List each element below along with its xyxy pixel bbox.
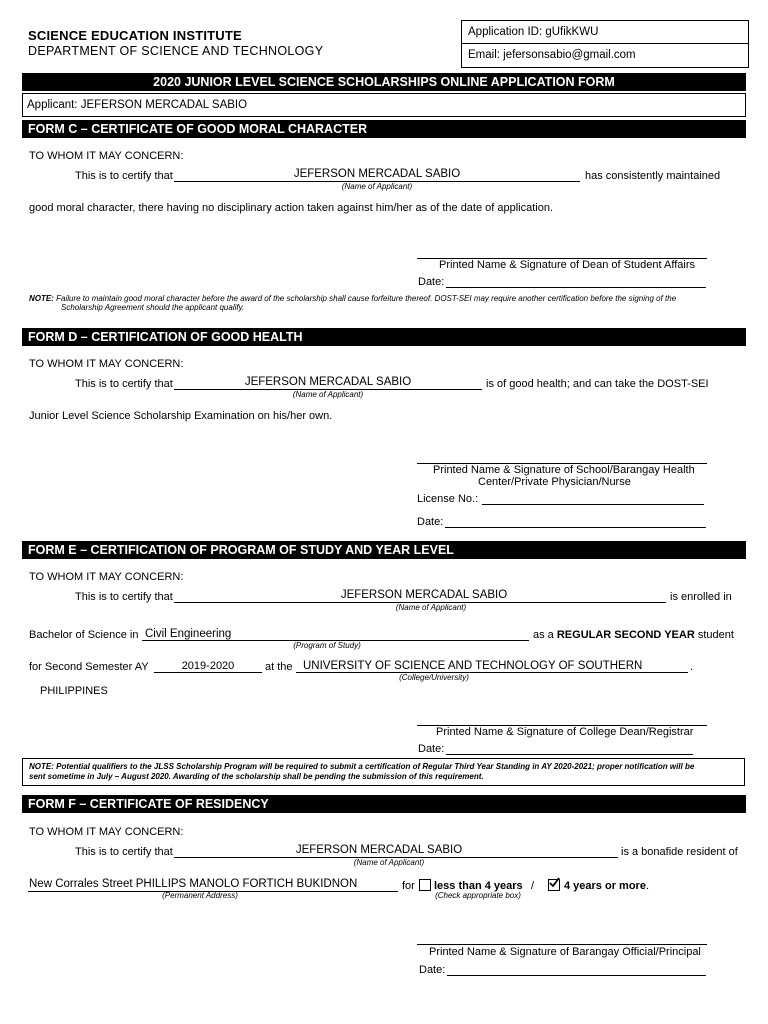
option-4-years-or-more-checkbox[interactable] — [548, 879, 560, 891]
form-d-signatory2: Center/Private Physician/Nurse — [478, 476, 631, 488]
form-c-note-line1: Failure to maintain good moral character before the award of the scholarship shall cause forfeiture thereof. DOST-SEI may require another certification before the signing of the — [56, 294, 677, 303]
form-c-note-line2: Scholarship Agreement should the applicant qualify. — [61, 303, 245, 312]
form-f-applicant-name: JEFERSON MERCADAL SABIO — [295, 844, 463, 856]
form-f-address: New Corrales Street PHILLIPS MANOLO FORTICH BUKIDNON — [29, 878, 358, 890]
application-info-box — [461, 20, 749, 68]
form-c-date-line — [446, 275, 706, 288]
form-e-applicant-name: JEFERSON MERCADAL SABIO — [340, 589, 508, 601]
form-f-after-name: is a bonafide resident of — [621, 846, 738, 858]
form-f-signatory: Printed Name & Signature of Barangay Official/Principal — [429, 946, 701, 958]
form-f-salutation: TO WHOM IT MAY CONCERN: — [29, 826, 184, 838]
form-e-standing: REGULAR SECOND YEAR — [556, 629, 695, 641]
form-f-option2-label: 4 years or more — [564, 880, 646, 892]
form-e-semester-prefix: for Second Semester AY — [29, 661, 149, 673]
form-c-salutation: TO WHOM IT MAY CONCERN: — [29, 150, 184, 162]
form-e-date-line — [446, 742, 693, 755]
form-c-name-caption: (Name of Applicant) — [341, 182, 413, 191]
form-d-license-label: License No.: — [417, 493, 479, 505]
form-e-program-prefix: Bachelor of Science in — [29, 629, 139, 641]
form-c-line2: good moral character, there having no disciplinary action taken against him/her as of the date of application. — [29, 202, 554, 214]
form-c-after-name: has consistently maintained — [585, 170, 721, 182]
department-name: DEPARTMENT OF SCIENCE AND TECHNOLOGY — [28, 44, 324, 58]
form-f-option2: 4 years or more. — [564, 880, 649, 892]
form-e-student: student — [697, 629, 734, 641]
form-c-certify: This is to certify that — [75, 170, 173, 182]
form-e-salutation: TO WHOM IT MAY CONCERN: — [29, 571, 184, 583]
form-f-name-caption: (Name of Applicant) — [353, 858, 425, 867]
form-d-line2: Junior Level Science Scholarship Examination on his/her own. — [29, 410, 333, 422]
form-e-period: . — [690, 661, 694, 673]
form-c-signature-line — [417, 246, 707, 259]
form-c-date-label: Date: — [418, 276, 445, 288]
form-e-standing-text — [533, 629, 734, 641]
form-e-signature-line — [417, 713, 707, 726]
form-d-license-line — [482, 492, 704, 505]
form-e-college: UNIVERSITY OF SCIENCE AND TECHNOLOGY OF SOUTHERN — [303, 660, 643, 672]
form-e-date-label: Date: — [418, 743, 445, 755]
form-e-academic-year: 2019-2020 — [181, 660, 235, 672]
applicant-email: Email: jefersonsabio@gmail.com — [468, 49, 636, 61]
form-e-heading: FORM E – CERTIFICATION OF PROGRAM OF STUDY AND YEAR LEVEL — [22, 541, 746, 559]
form-f-for: for — [402, 880, 415, 892]
form-c-applicant-name: JEFERSON MERCADAL SABIO — [293, 168, 461, 180]
form-c-signatory: Printed Name & Signature of Dean of Student Affairs — [439, 259, 696, 271]
form-title: 2020 JUNIOR LEVEL SCIENCE SCHOLARSHIPS ONLINE APPLICATION FORM — [22, 73, 746, 91]
form-e-note-line1: NOTE: Potential qualifiers to the JLSS Scholarship Program will be required to submit a certification of Regular Third Year Standing in AY 2020-2021; proper notification will be — [29, 762, 695, 771]
form-e-college-caption: (College/University) — [399, 673, 469, 682]
check-icon — [549, 878, 559, 888]
form-f-signature-line — [417, 932, 707, 945]
form-e-college-cont: PHILIPPINES — [40, 685, 108, 697]
form-d-name-caption: (Name of Applicant) — [292, 390, 364, 399]
form-d-signatory1: Printed Name & Signature of School/Barangay Health — [433, 464, 695, 476]
form-e-after-name: is enrolled in — [670, 591, 732, 603]
form-f-address-caption: (Permanent Address) — [162, 891, 238, 900]
form-e-name-caption: (Name of Applicant) — [395, 603, 467, 612]
form-f-certify: This is to certify that — [75, 846, 173, 858]
form-d-date-line — [445, 515, 706, 528]
form-d-heading: FORM D – CERTIFICATION OF GOOD HEALTH — [22, 328, 746, 346]
form-e-program: Civil Engineering — [145, 628, 232, 640]
application-id: Application ID: gUfikKWU — [462, 21, 748, 44]
form-d-signature-line — [417, 451, 707, 464]
form-d-certify: This is to certify that — [75, 378, 173, 390]
form-e-as-a: as a — [533, 629, 554, 641]
form-d-date-label: Date: — [417, 516, 444, 528]
form-e-note-line2: sent sometime in July – August 2020. Awarding of the scholarship shall be pending the submission of this requirement. — [29, 772, 484, 781]
form-f-heading: FORM F – CERTIFICATE OF RESIDENCY — [22, 795, 746, 813]
form-e-note-box — [22, 758, 745, 786]
form-f-check-caption: (Check appropriate box) — [435, 891, 521, 900]
form-e-signatory: Printed Name & Signature of College Dean/Registrar — [436, 726, 694, 738]
form-f-date-line — [447, 963, 706, 976]
form-e-at-the: at the — [265, 661, 293, 673]
option-less-than-4-years-checkbox[interactable] — [419, 879, 431, 891]
org-name: SCIENCE EDUCATION INSTITUTE — [28, 28, 242, 43]
form-e-certify: This is to certify that — [75, 591, 173, 603]
applicant-line: Applicant: JEFERSON MERCADAL SABIO — [22, 93, 746, 117]
form-e-program-caption: (Program of Study) — [293, 641, 361, 650]
form-d-salutation: TO WHOM IT MAY CONCERN: — [29, 358, 184, 370]
form-f-option1: less than 4 years — [434, 880, 523, 892]
form-d-applicant-name: JEFERSON MERCADAL SABIO — [244, 376, 412, 388]
form-c-note-label: NOTE: — [29, 294, 54, 303]
form-d-after-name: is of good health; and can take the DOST-SEI — [486, 378, 709, 390]
form-f-date-label: Date: — [419, 964, 446, 976]
form-c-heading: FORM C – CERTIFICATE OF GOOD MORAL CHARACTER — [22, 120, 746, 138]
form-f-slash: / — [531, 880, 535, 892]
